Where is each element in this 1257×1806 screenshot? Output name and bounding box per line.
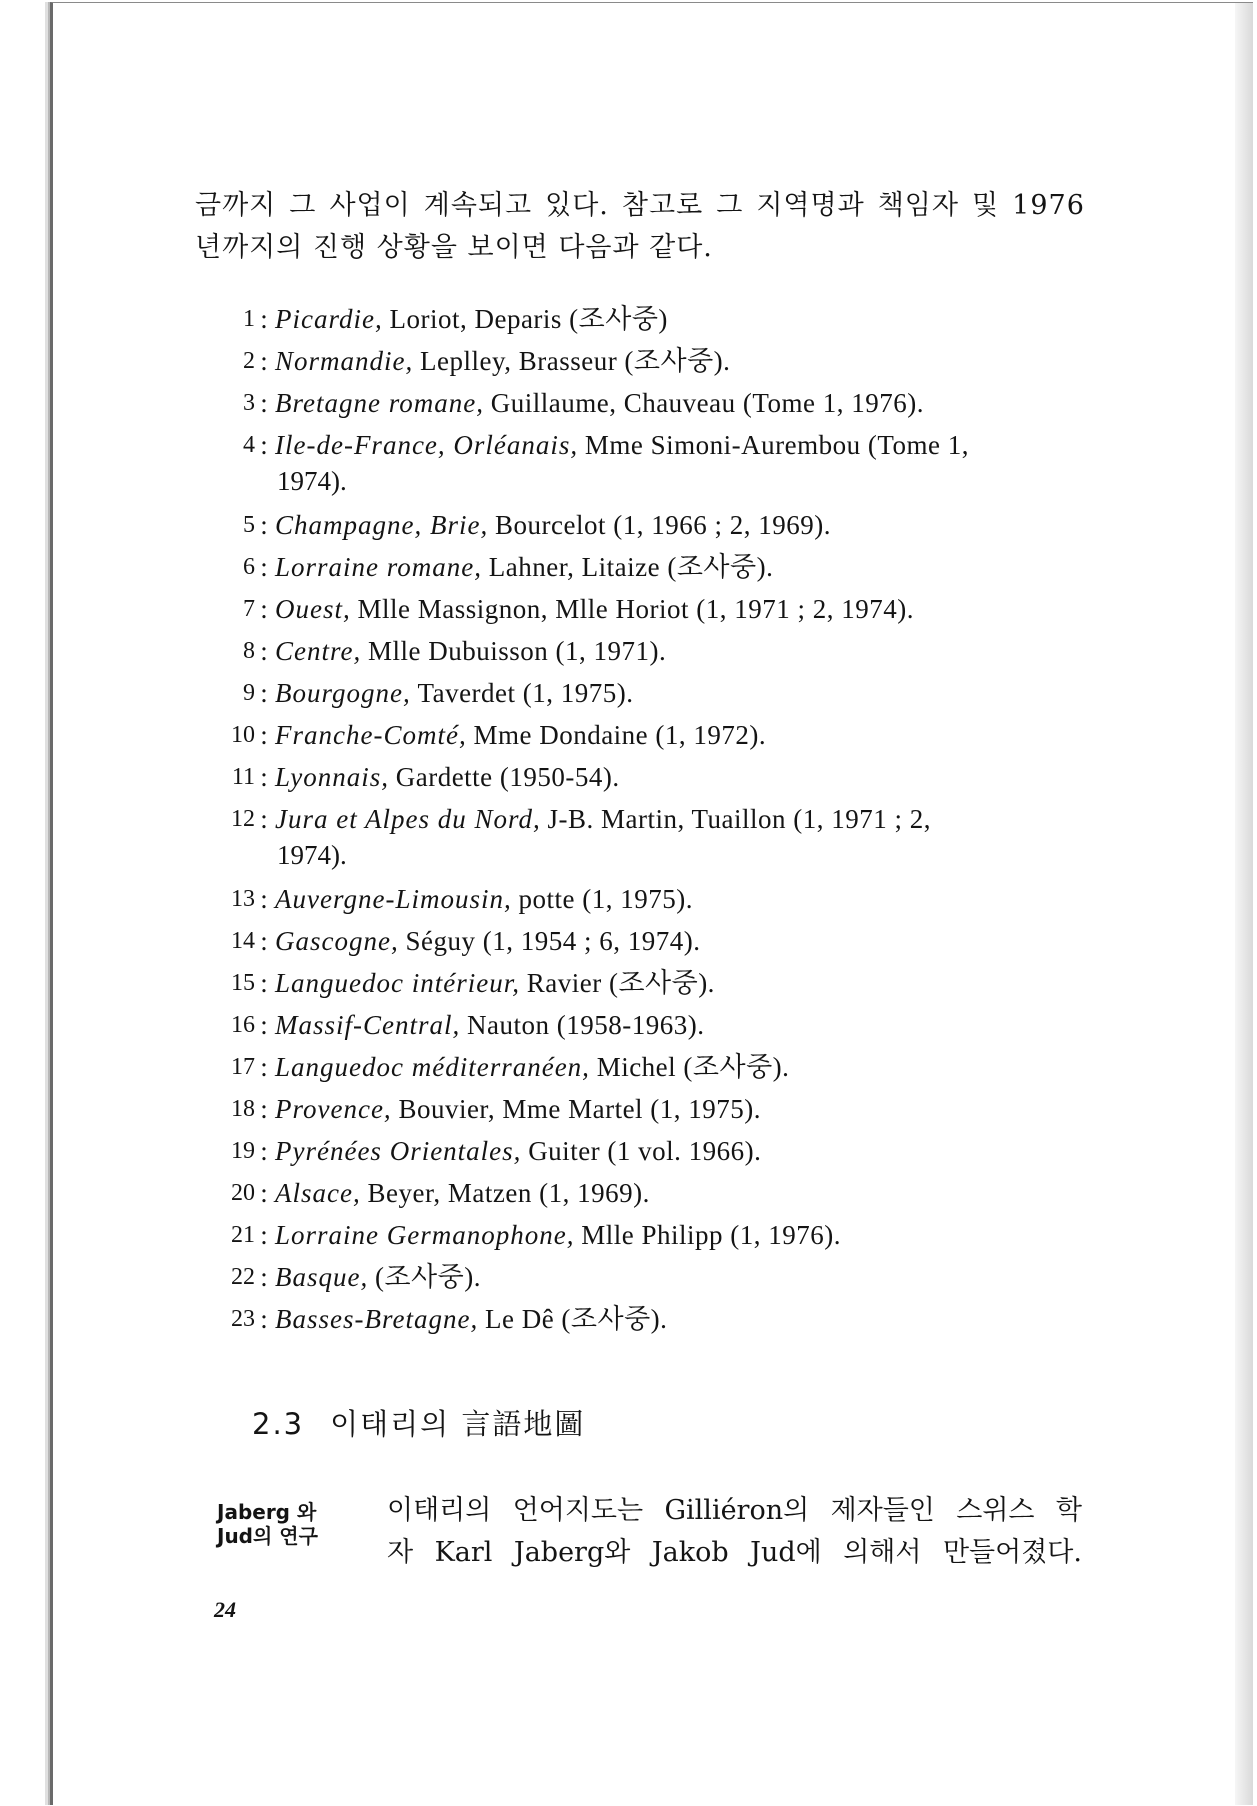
atlas-region: Languedoc méditerranéen, bbox=[275, 1052, 590, 1082]
atlas-number: 14 bbox=[231, 928, 255, 954]
body-word: 언어지도는 bbox=[512, 1495, 644, 1526]
body-word: Jakob bbox=[651, 1537, 729, 1568]
atlas-authors: Lahner, Litaize (조사중). bbox=[488, 552, 774, 582]
atlas-number: 11 bbox=[231, 764, 255, 790]
atlas-entry bbox=[275, 1130, 761, 1172]
atlas-number: 18 bbox=[231, 1096, 255, 1122]
atlas-region: Pyrénées Orientales, bbox=[275, 1136, 522, 1166]
atlas-list-item bbox=[205, 382, 1105, 424]
regional-atlas-list bbox=[205, 298, 1105, 1340]
atlas-separator: : bbox=[260, 884, 268, 914]
atlas-number: 3 bbox=[243, 390, 255, 416]
atlas-number: 6 bbox=[243, 554, 255, 580]
intro-paragraph bbox=[195, 185, 1085, 269]
atlas-list-item bbox=[205, 1088, 1105, 1130]
atlas-list-item bbox=[205, 546, 1105, 588]
atlas-entry bbox=[275, 340, 730, 382]
intro-word: 있다. bbox=[545, 190, 609, 221]
atlas-separator: : bbox=[260, 1052, 268, 1082]
atlas-region: Alsace, bbox=[275, 1178, 361, 1208]
atlas-list-item bbox=[205, 504, 1105, 546]
body-word: 만들어졌다. bbox=[942, 1537, 1082, 1568]
atlas-authors: Bouvier, Mme Martel (1, 1975). bbox=[398, 1094, 762, 1124]
atlas-region: Ile-de-France, Orléanais, bbox=[275, 430, 579, 460]
atlas-authors: Beyer, Matzen (1, 1969). bbox=[367, 1178, 650, 1208]
atlas-entry bbox=[275, 1046, 789, 1088]
atlas-region: Lyonnais, bbox=[275, 762, 389, 792]
atlas-separator: : bbox=[260, 1220, 268, 1250]
atlas-authors: Mme Simoni-Aurembou (Tome 1, bbox=[584, 430, 969, 460]
atlas-number: 15 bbox=[231, 970, 255, 996]
margin-note-line-2: Jud의 연구 bbox=[217, 1524, 318, 1548]
atlas-entry bbox=[275, 962, 715, 1004]
atlas-separator: : bbox=[260, 720, 268, 750]
atlas-list-item bbox=[205, 798, 1105, 840]
atlas-entry bbox=[275, 382, 924, 424]
atlas-entry bbox=[275, 1298, 667, 1340]
body-word: 제자들인 bbox=[830, 1495, 935, 1526]
atlas-region: Lorraine Germanophone, bbox=[275, 1220, 575, 1250]
atlas-number: 16 bbox=[231, 1012, 255, 1038]
atlas-authors: Guillaume, Chauveau (Tome 1, 1976). bbox=[490, 388, 924, 418]
atlas-entry bbox=[275, 672, 634, 714]
atlas-number: 8 bbox=[243, 638, 255, 664]
atlas-list-item bbox=[205, 340, 1105, 382]
body-paragraph bbox=[387, 1490, 1082, 1574]
atlas-authors: Guiter (1 vol. 1966). bbox=[528, 1136, 762, 1166]
atlas-list-item bbox=[205, 1298, 1105, 1340]
atlas-authors: Taverdet (1, 1975). bbox=[417, 678, 634, 708]
atlas-list-item-continuation bbox=[205, 840, 1105, 878]
atlas-region: Champagne, Brie, bbox=[275, 510, 489, 540]
atlas-separator: : bbox=[260, 678, 268, 708]
atlas-entry bbox=[275, 798, 931, 840]
body-line-2 bbox=[387, 1532, 1082, 1574]
atlas-region: Ouest, bbox=[275, 594, 351, 624]
atlas-region: Jura et Alpes du Nord, bbox=[275, 804, 541, 834]
atlas-region: Auvergne-Limousin, bbox=[275, 884, 512, 914]
atlas-list-item-continuation bbox=[205, 466, 1105, 504]
section-title: 이태리의 言語地圖 bbox=[330, 1407, 586, 1441]
atlas-list-item bbox=[205, 962, 1105, 1004]
atlas-authors: Séguy (1, 1954 ; 6, 1974). bbox=[405, 926, 701, 956]
atlas-separator: : bbox=[260, 804, 268, 834]
atlas-continuation-text: 1974). bbox=[277, 840, 347, 870]
atlas-authors: Ravier (조사중). bbox=[526, 968, 715, 998]
body-word: Karl bbox=[434, 1537, 493, 1568]
atlas-entry bbox=[275, 546, 773, 588]
atlas-entry bbox=[275, 1088, 761, 1130]
atlas-number: 5 bbox=[243, 512, 255, 538]
intro-line-2: 년까지의 진행 상황을 보이면 다음과 같다. bbox=[195, 232, 713, 263]
atlas-region: Bourgogne, bbox=[275, 678, 411, 708]
atlas-region: Bretagne romane, bbox=[275, 388, 484, 418]
atlas-entry bbox=[275, 504, 831, 546]
page-edge-shadow bbox=[1235, 3, 1253, 1805]
body-word: 자 bbox=[387, 1537, 414, 1568]
atlas-region: Gascogne, bbox=[275, 926, 399, 956]
atlas-authors: Leplley, Brasseur (조사중). bbox=[420, 346, 731, 376]
body-word: Jud에 bbox=[750, 1537, 822, 1568]
atlas-number: 2 bbox=[243, 348, 255, 374]
atlas-authors: Gardette (1950-54). bbox=[395, 762, 620, 792]
atlas-separator: : bbox=[260, 594, 268, 624]
atlas-region: Basque, bbox=[275, 1262, 369, 1292]
intro-word: 그 bbox=[289, 190, 317, 221]
intro-word: 1976 bbox=[1012, 190, 1085, 221]
atlas-separator: : bbox=[260, 1010, 268, 1040]
atlas-list-item bbox=[205, 588, 1105, 630]
atlas-list-item bbox=[205, 1214, 1105, 1256]
atlas-list-item bbox=[205, 672, 1105, 714]
atlas-region: Centre, bbox=[275, 636, 362, 666]
body-word: 이태리의 bbox=[387, 1495, 492, 1526]
intro-word: 참고로 bbox=[621, 190, 704, 221]
atlas-separator: : bbox=[260, 636, 268, 666]
atlas-separator: : bbox=[260, 388, 268, 418]
atlas-number: 20 bbox=[231, 1180, 255, 1206]
atlas-number: 4 bbox=[243, 432, 255, 458]
atlas-number: 9 bbox=[243, 680, 255, 706]
atlas-list-item bbox=[205, 1004, 1105, 1046]
atlas-authors: Mlle Dubuisson (1, 1971). bbox=[367, 636, 667, 666]
atlas-entry bbox=[275, 920, 700, 962]
atlas-list-item bbox=[205, 630, 1105, 672]
body-word: Gilliéron의 bbox=[664, 1495, 810, 1526]
atlas-authors: Mme Dondaine (1, 1972). bbox=[473, 720, 767, 750]
atlas-separator: : bbox=[260, 1178, 268, 1208]
intro-word: 금까지 bbox=[195, 190, 277, 221]
body-word: Jaberg와 bbox=[513, 1537, 631, 1568]
atlas-region: Franche-Comté, bbox=[275, 720, 467, 750]
atlas-list-item bbox=[205, 1046, 1105, 1088]
atlas-entry bbox=[275, 756, 620, 798]
atlas-separator: : bbox=[260, 1262, 268, 1292]
atlas-authors: Nauton (1958-1963). bbox=[467, 1010, 705, 1040]
atlas-number: 10 bbox=[231, 722, 255, 748]
atlas-separator: : bbox=[260, 1136, 268, 1166]
intro-word: 및 bbox=[972, 190, 1000, 221]
atlas-entry bbox=[275, 714, 766, 756]
atlas-region: Provence, bbox=[275, 1094, 392, 1124]
atlas-separator: : bbox=[260, 552, 268, 582]
atlas-entry bbox=[275, 1256, 481, 1298]
atlas-authors: Bourcelot (1, 1966 ; 2, 1969). bbox=[494, 510, 831, 540]
atlas-number: 21 bbox=[231, 1222, 255, 1248]
atlas-entry bbox=[275, 298, 668, 340]
atlas-list-item bbox=[205, 1130, 1105, 1172]
atlas-authors: Michel (조사중). bbox=[596, 1052, 790, 1082]
atlas-region: Normandie, bbox=[275, 346, 414, 376]
atlas-list-item bbox=[205, 714, 1105, 756]
atlas-separator: : bbox=[260, 1304, 268, 1334]
margin-note bbox=[217, 1500, 318, 1548]
atlas-list-item bbox=[205, 1172, 1105, 1214]
atlas-region: Basses-Bretagne, bbox=[275, 1304, 479, 1334]
atlas-separator: : bbox=[260, 510, 268, 540]
atlas-separator: : bbox=[260, 926, 268, 956]
atlas-separator: : bbox=[260, 762, 268, 792]
atlas-separator: : bbox=[260, 430, 268, 460]
atlas-entry bbox=[275, 1004, 704, 1046]
atlas-authors: Le Dê (조사중). bbox=[484, 1304, 668, 1334]
atlas-separator: : bbox=[260, 1094, 268, 1124]
atlas-list-item bbox=[205, 756, 1105, 798]
atlas-entry bbox=[275, 878, 693, 920]
margin-note-line-1: Jaberg 와 bbox=[217, 1500, 317, 1524]
atlas-authors: Mlle Philipp (1, 1976). bbox=[581, 1220, 841, 1250]
atlas-continuation-text: 1974). bbox=[277, 466, 347, 496]
atlas-entry bbox=[275, 630, 666, 672]
atlas-list-item bbox=[205, 920, 1105, 962]
atlas-region: Lorraine romane, bbox=[275, 552, 483, 582]
intro-word: 계속되고 bbox=[423, 190, 533, 221]
atlas-authors: potte (1, 1975). bbox=[518, 884, 693, 914]
atlas-number: 23 bbox=[231, 1306, 255, 1332]
body-line-1 bbox=[387, 1490, 1082, 1532]
atlas-list-item bbox=[205, 424, 1105, 466]
atlas-entry bbox=[275, 424, 969, 466]
body-word: 스위스 bbox=[956, 1495, 1035, 1526]
atlas-number: 22 bbox=[231, 1264, 255, 1290]
atlas-number: 12 bbox=[231, 806, 255, 832]
atlas-authors: (조사중). bbox=[374, 1262, 481, 1292]
atlas-separator: : bbox=[260, 968, 268, 998]
atlas-authors: J-B. Martin, Tuaillon (1, 1971 ; 2, bbox=[547, 804, 932, 834]
atlas-entry bbox=[275, 1214, 841, 1256]
atlas-entry bbox=[275, 1172, 650, 1214]
atlas-authors: Mlle Massignon, Mlle Horiot (1, 1971 ; 2, 1974). bbox=[357, 594, 914, 624]
section-heading bbox=[252, 1402, 585, 1443]
atlas-number: 17 bbox=[231, 1054, 255, 1080]
atlas-number: 7 bbox=[243, 596, 255, 622]
intro-word: 사업이 bbox=[329, 190, 411, 221]
atlas-number: 13 bbox=[231, 886, 255, 912]
body-word: 의해서 bbox=[843, 1537, 922, 1568]
atlas-list-item bbox=[205, 878, 1105, 920]
atlas-list-item bbox=[205, 1256, 1105, 1298]
atlas-list-item bbox=[205, 298, 1105, 340]
intro-line-1 bbox=[195, 185, 1085, 227]
atlas-authors: Loriot, Deparis (조사중) bbox=[389, 304, 668, 334]
intro-word: 지역명과 bbox=[756, 190, 865, 221]
atlas-region: Languedoc intérieur, bbox=[275, 968, 520, 998]
atlas-number: 1 bbox=[243, 306, 255, 332]
section-number: 2.3 bbox=[252, 1407, 305, 1441]
page-number: 24 bbox=[214, 1597, 236, 1622]
intro-word: 그 bbox=[716, 190, 744, 221]
atlas-separator: : bbox=[260, 346, 268, 376]
atlas-region: Massif-Central, bbox=[275, 1010, 461, 1040]
intro-word: 책임자 bbox=[877, 190, 959, 221]
atlas-entry bbox=[275, 588, 914, 630]
body-word: 학 bbox=[1055, 1495, 1082, 1526]
atlas-separator: : bbox=[260, 304, 268, 334]
atlas-number: 19 bbox=[231, 1138, 255, 1164]
atlas-region: Picardie, bbox=[275, 304, 383, 334]
